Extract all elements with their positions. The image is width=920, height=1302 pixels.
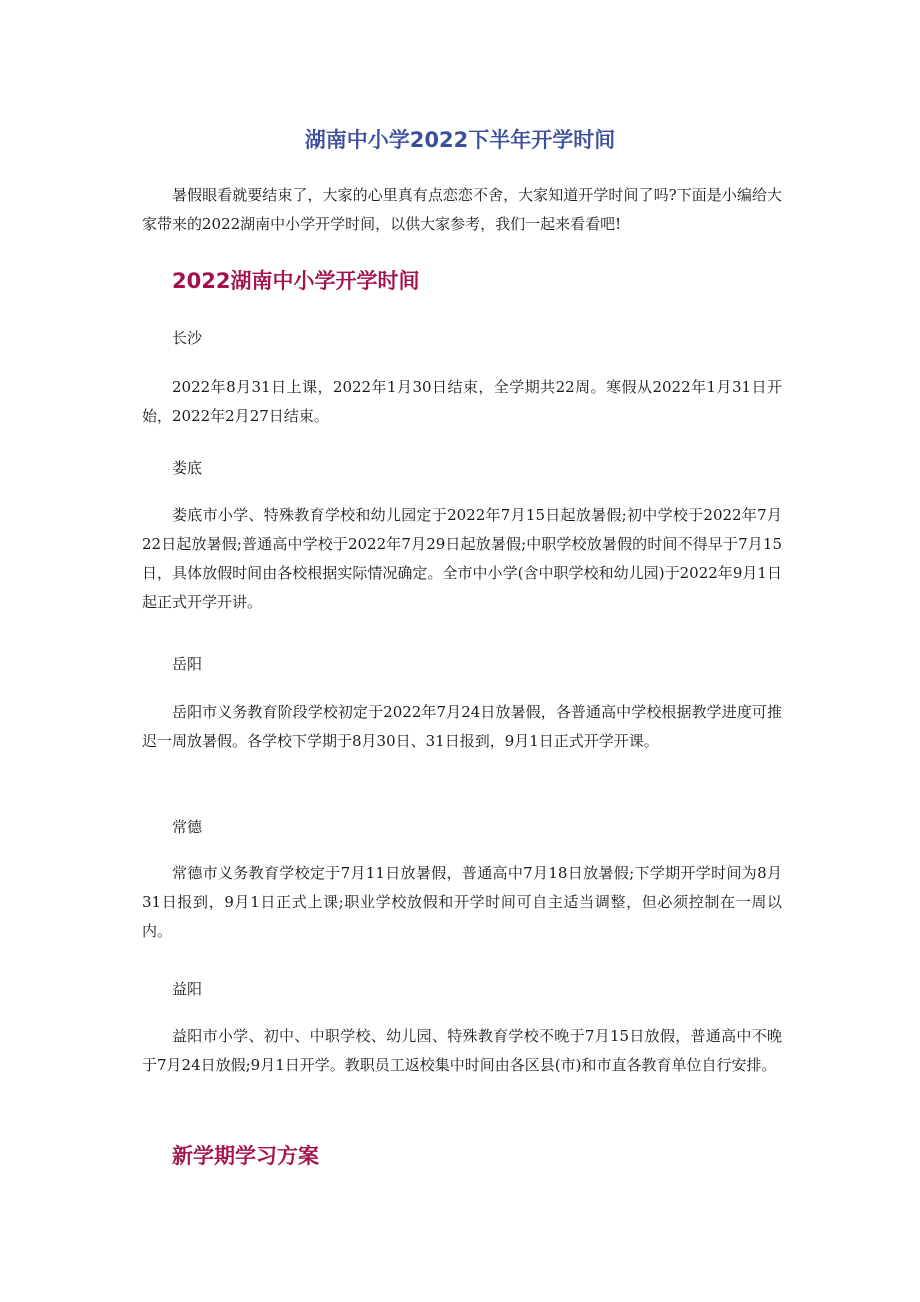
- city-label-changde: 常德: [172, 818, 203, 836]
- section-heading-study-plan: 新学期学习方案: [172, 1144, 319, 1168]
- city-label-loudi: 娄底: [172, 459, 203, 477]
- city-paragraph-yueyang: 岳阳市义务教育阶段学校初定于2022年7月24日放暑假，各普通高中学校根据教学进度可推迟一周放暑假。各学校下学期于8月30日、31日报到，9月1日正式开学开课。: [142, 703, 782, 750]
- city-label-changsha: 长沙: [172, 329, 203, 347]
- document-title: 湖南中小学2022下半年开学时间: [304, 128, 616, 152]
- city-paragraph-loudi: 娄底市小学、特殊教育学校和幼儿园定于2022年7月15日起放暑假;初中学校于2022年7月22日起放暑假;普通高中学校于2022年7月29日起放暑假;中职学校放暑假的时间不得早于7月15日，具体放假时间由各校根据实际情况确定。全市中小学(含中职学校和幼儿园)于2022年9月1日起正式开学开讲。: [142, 506, 782, 611]
- city-label-yueyang: 岳阳: [172, 655, 203, 673]
- city-paragraph-changsha: 2022年8月31日上课，2022年1月30日结束，全学期共22周。寒假从2022年1月31日开始，2022年2月27日结束。: [142, 378, 782, 425]
- city-label-yiyang: 益阳: [172, 980, 203, 998]
- section-heading-opening-dates: 2022湖南中小学开学时间: [172, 269, 420, 293]
- city-paragraph-yiyang: 益阳市小学、初中、中职学校、幼儿园、特殊教育学校不晚于7月15日放假，普通高中不晚于7月24日放假;9月1日开学。教职员工返校集中时间由各区县(市)和市直各教育单位自行安排。: [142, 1027, 782, 1074]
- city-paragraph-changde: 常德市义务教育学校定于7月11日放暑假，普通高中7月18日放暑假;下学期开学时间为8月31日报到，9月1日正式上课;职业学校放假和开学时间可自主适当调整，但必须控制在一周以内。: [142, 864, 782, 940]
- intro-paragraph: 暑假眼看就要结束了，大家的心里真有点恋恋不舍，大家知道开学时间了吗?下面是小编给大家带来的2022湖南中小学开学时间，以供大家参考，我们一起来看看吧!: [142, 186, 782, 233]
